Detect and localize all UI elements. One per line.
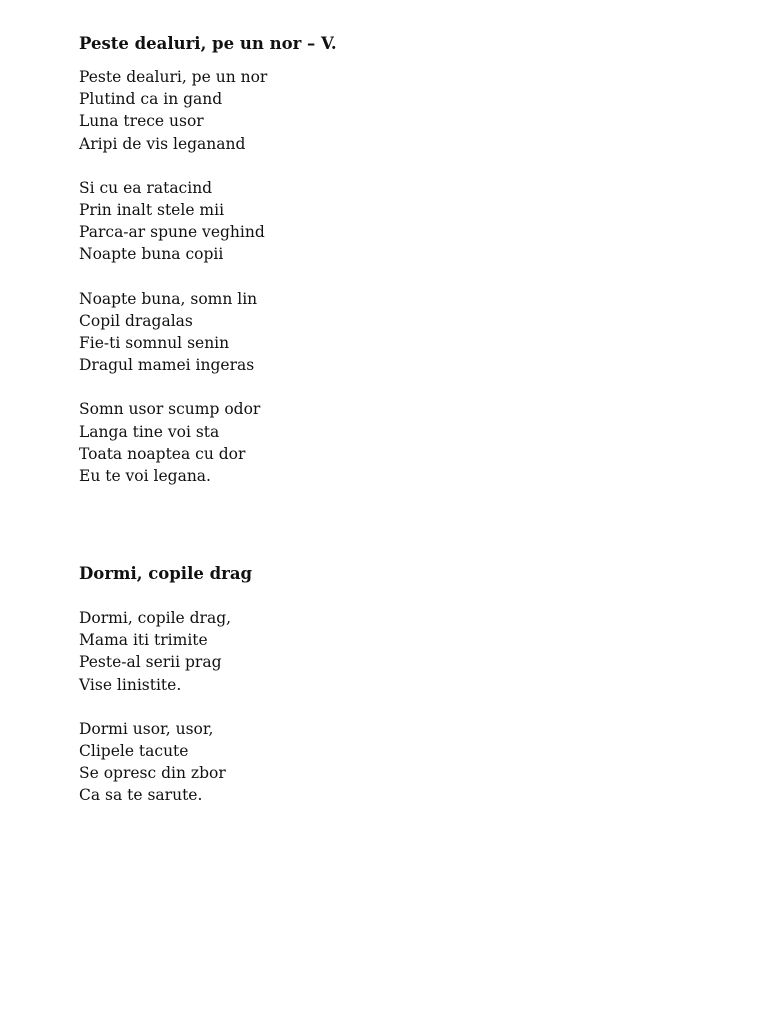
poem-line: Langa tine voi sta bbox=[79, 422, 220, 441]
poem-line: Peste-al serii prag bbox=[79, 653, 222, 672]
poem-dormi-copile-drag bbox=[79, 563, 699, 829]
poem-line: Dormi, copile drag, bbox=[79, 609, 232, 627]
poem-line: Dormi usor, usor, bbox=[79, 719, 214, 738]
poem-line: Dragul mamei ingeras bbox=[79, 356, 255, 375]
poem-line: Vise linistite. bbox=[79, 675, 182, 694]
stanza-2 bbox=[79, 177, 699, 266]
poem-line: Noapte buna, somn lin bbox=[79, 289, 258, 308]
poem-line: Noapte buna copii bbox=[79, 245, 224, 264]
stanza-1 bbox=[79, 66, 699, 155]
poem-line: Luna trece usor bbox=[79, 112, 204, 131]
poem-line: Ca sa te sarute. bbox=[79, 786, 203, 805]
poem-line: Parca-ar spune veghind bbox=[79, 223, 265, 242]
stanza-4 bbox=[79, 398, 699, 487]
poem-line: Peste dealuri, pe un nor bbox=[79, 68, 268, 86]
poem-line: Clipele tacute bbox=[79, 742, 189, 761]
poem-line: Se opresc din zbor bbox=[79, 764, 226, 783]
poem-title: Peste dealuri, pe un nor – V. bbox=[79, 34, 337, 53]
poem-line: Copil dragalas bbox=[79, 311, 193, 330]
poem-line: Eu te voi legana. bbox=[79, 467, 211, 486]
poem-line: Fie-ti somnul senin bbox=[79, 334, 230, 353]
poem-line: Prin inalt stele mii bbox=[79, 201, 225, 220]
stanza-2 bbox=[79, 718, 699, 807]
poem-title: Dormi, copile drag bbox=[79, 564, 253, 583]
stanza-3 bbox=[79, 288, 699, 377]
poem-line: Somn usor scump odor bbox=[79, 400, 261, 419]
poem-line: Toata noaptea cu dor bbox=[79, 444, 246, 463]
poem-peste-dealuri bbox=[79, 33, 699, 509]
poem-line: Mama iti trimite bbox=[79, 631, 208, 650]
stanza-1 bbox=[79, 607, 699, 696]
poem-line: Si cu ea ratacind bbox=[79, 178, 213, 197]
poem-line: Plutind ca in gand bbox=[79, 90, 223, 109]
poem-line: Aripi de vis leganand bbox=[79, 134, 246, 153]
